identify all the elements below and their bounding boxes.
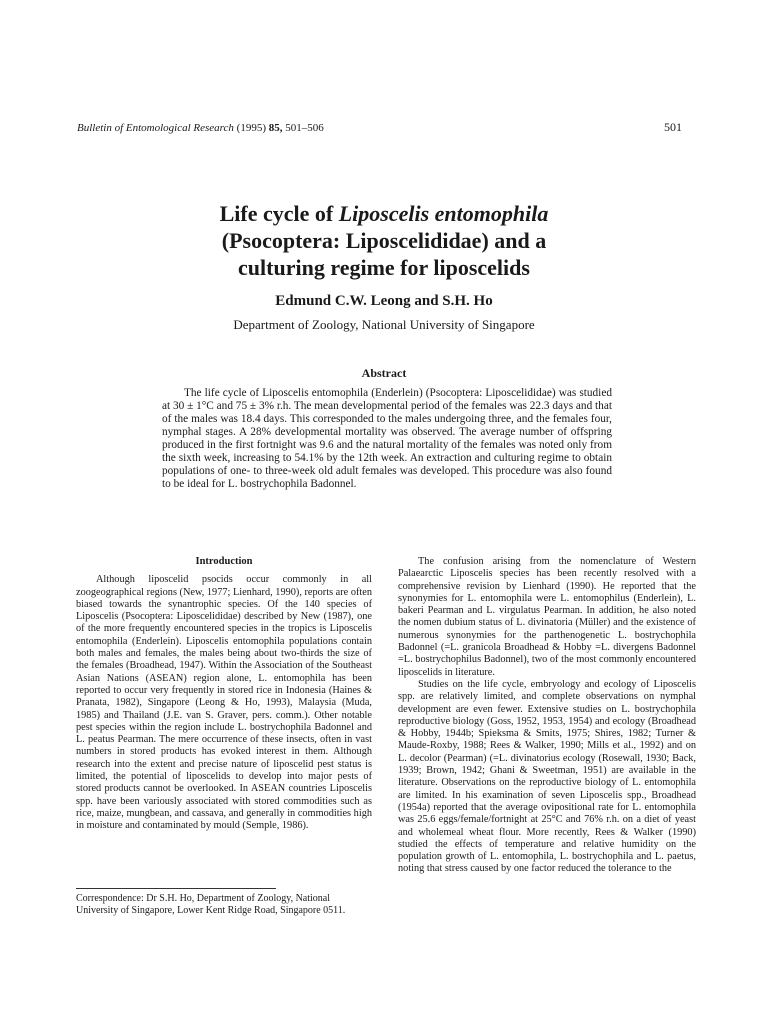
title-species: Liposcelis entomophila <box>338 201 549 226</box>
journal-volume: 85, <box>268 122 283 134</box>
left-column <box>76 556 372 833</box>
correspondence-footnote: Correspondence: Dr S.H. Ho, Department of Zoology, National University of Singapore, Lower Kent Ridge Road, Singapore 0511. <box>76 893 346 916</box>
journal-name: Bulletin of Entomological Research <box>77 122 234 134</box>
footnote-divider <box>76 888 276 889</box>
title-line-2: (Psocoptera: Liposcelididae) and a <box>221 228 547 253</box>
right-paragraph-2: Studies on the life cycle, embryology and ecology of Liposcelis spp. are relatively limited, and complete observations on nymphal development are even fewer. Extensive studies on L. bostrychophila reproductive biology (Goss, 1952, 1953, 1954) and ecology (Broadhead & Hobby, 1944b; Spieksma & Smits, 1975; Shires, 1982; Turner & Maude-Roxby, 1988; Rees & Walker, 1990; Mills et al., 1992) and on L. decolor (Pearman) (=L. divinatorius ecology (Rosewall, 1930; Back, 1939; Brown, 1942; Ghani & Sweetman, 1951) are available in the literature. Observations on the reproductive biology of L. entomophila are limited. In his examination of seven Liposcelis spp., Broadhead (1954a) reported that the average ovipositional rate for L. entomophila was 25.6 eggs/female/fortnight at 25°C and 76% r.h. on a diet of yeast and wholemeal wheat flour. More recently, Rees & Walker (1990) studied the effects of temperature and relative humidity on the population growth of L. entomophila, L. bostrychophila and L. paetus, noting that stress caused by one factor reduced the tolerance to the <box>398 678 696 875</box>
article-title <box>100 200 668 281</box>
journal-year: (1995) <box>236 122 266 134</box>
authors: Edmund C.W. Leong and S.H. Ho <box>275 293 493 309</box>
abstract-text: The life cycle of Liposcelis entomophila (Enderlein) (Psocoptera: Liposcelididae) was studied at 30 ± 1°C and 75 ± 3% r.h. The mean developmental period of the females was 22.3 days and that of the males was 18.4 days. This corresponded to the males undergoing three, and the females four, nymphal stages. A 28% developmental mortality was observed. The average number of offspring produced in the first fortnight was 9.6 and the natural mortality of the females was noted only from the sixth week, increasing to 54.1% by the 12th week. An extraction and culturing regime to obtain populations of one- to three-week old adult females was developed. This procedure was also found to be ideal for L. bostrychophila Badonnel. <box>162 387 612 490</box>
abstract-heading: Abstract <box>361 366 407 380</box>
affiliation: Department of Zoology, National University of Singapore <box>233 317 535 332</box>
title-line-1-text: Life cycle of <box>219 201 339 226</box>
title-line-1 <box>100 200 668 227</box>
journal-pages: 501–506 <box>285 122 324 134</box>
intro-paragraph-1: Although liposcelid psocids occur commonly in all zoogeographical regions (New, 1977; Lienhard, 1990), reports are often biased towards the synantrophic species. Of the 140 species of Liposcelis (Psocoptera: Liposcelididae) described by New (1987), one of the more frequently encountered species in the tropics is Liposcelis entomophila (Enderlein). Liposcelis entomophila populations contain both males and females, the males being about two-thirds the size of the females (Broadhead, 1947). Within the Association of the Southeast Asian Nations (ASEAN) region alone, L. entomophila has been reported to occur very frequently in stored rice in Indonesia (Haines & Pranata, 1982), Singapore (Leong & Ho, 1993), Malaysia (Muda, 1985) and Thailand (J.E. van S. Graver, pers. comm.). Other notable pest species within the region include L. bostrychophila Badonnel and L. peatus Pearman. The mere occurrence of these insects, often in vast numbers in stored products has evoked interest in them. Although research into the extent and precise nature of liposcelid pest status is limited, the potential of liposcelids to develop into major pests of stored products cannot be overlooked. In ASEAN countries Liposcelis spp. have been variously associated with stored commodities such as rice, maize, mungbean, and cassava, and generally in commodities high in moisture and contaminated by mould (Semple, 1986). <box>76 574 372 832</box>
title-line-3: culturing regime for liposcelids <box>238 255 530 280</box>
page-number: 501 <box>664 120 682 134</box>
right-column <box>398 556 696 876</box>
introduction-heading: Introduction <box>195 556 253 567</box>
right-paragraph-1: The confusion arising from the nomenclature of Western Palaearctic Liposcelis species has been recently resolved with a comprehensive revision by Lienhard (1990). He reported that the synonymies for L. entomophila were L. entomophilus (Enderlein), L. bakeri Pearman and L. virgulatus Pearman. In addition, he also noted the nomen dubium status of L. divinatoria (Müller) and the existence of numerous synonymies for the parthenogenetic L. bostrychophila Badonnel (=L. granicola Broadhead & Hobby =L. divergens Badonnel =L. bostrychophilus Badonnel), two of the most commonly encountered liposcelids in literature. <box>398 556 696 678</box>
abstract-body <box>162 387 612 491</box>
running-header <box>77 122 682 134</box>
